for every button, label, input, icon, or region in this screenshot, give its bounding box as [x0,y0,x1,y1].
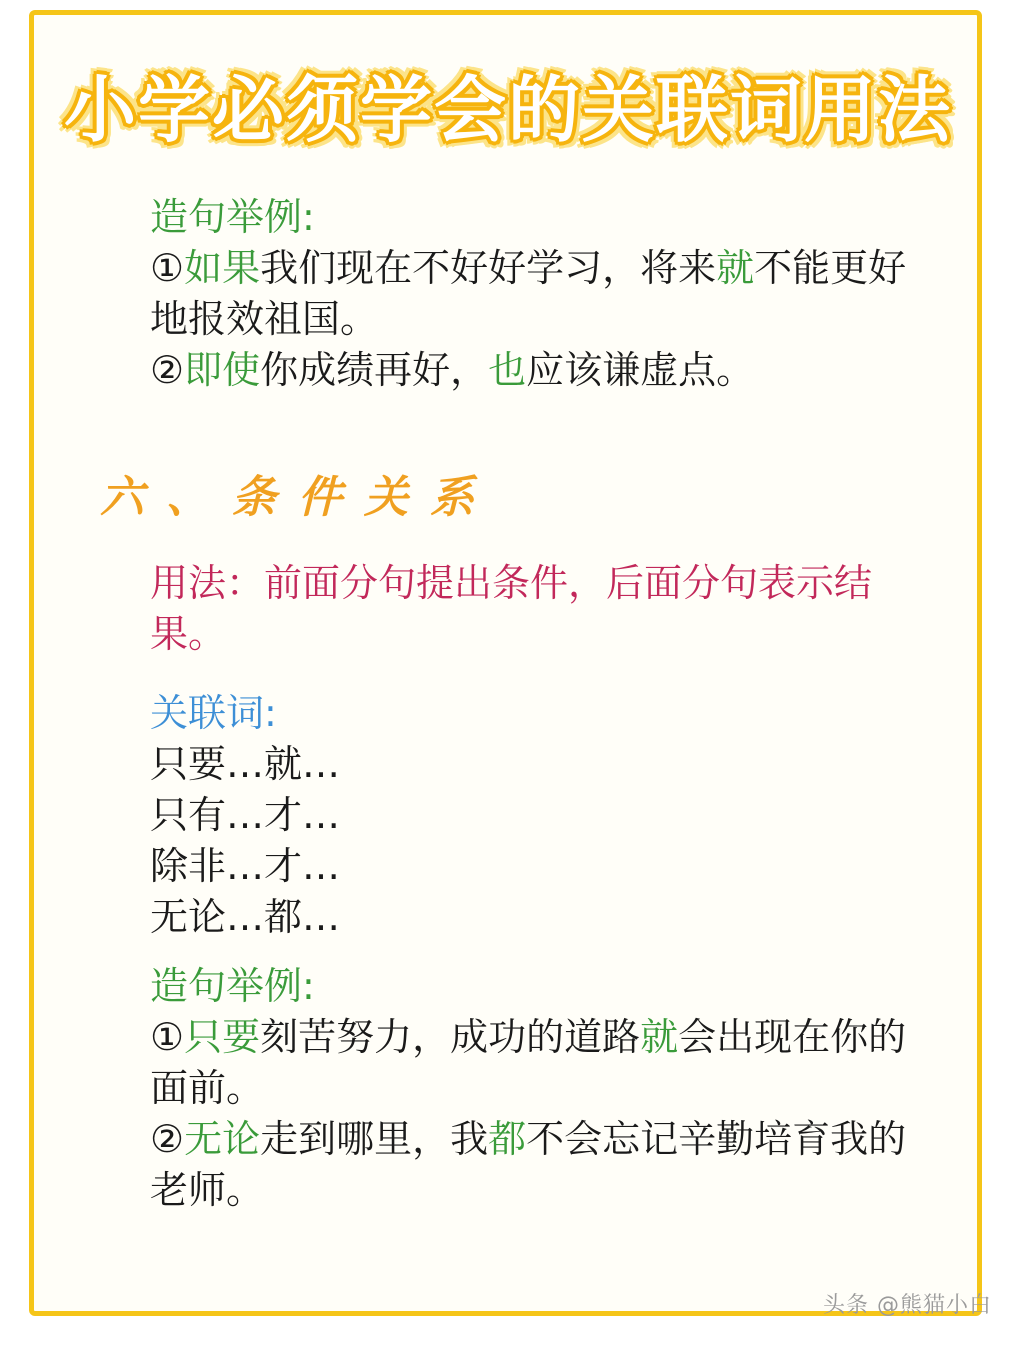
keywords-label: 关联词: [150,691,277,735]
example-sentence-2: ②即使你成绩再好，也应该谦虚点。 [150,348,755,392]
conjunction-word: 就 [640,1015,679,1059]
usage-text: 用法：前面分句提出条件，后面分句表示结果。 [150,561,873,656]
section-heading: 六、条件关系 [100,472,496,523]
page-title: 小学必须学会的关联词用法 [63,68,952,152]
watermark: 头条 @熊猫小白 [823,1293,992,1318]
conjunction-word: 只要 [184,1015,261,1059]
conjunction-word: 如果 [184,246,261,290]
conjunction-word: 无论 [184,1117,261,1161]
top-examples [150,192,940,396]
keyword-item: 只有…才… [150,793,341,837]
conjunction-word: 就 [716,246,755,290]
conjunction-word: 都 [488,1117,527,1161]
example-sentence-1: ①如果我们现在不好好学习，将来就不能更好地报效祖国。 [150,246,907,341]
keyword-item: 只要…就… [150,742,341,786]
conjunction-word: 也 [488,348,527,392]
condition-section [150,558,940,1216]
keyword-item: 除非…才… [150,844,341,888]
examples-label: 造句举例: [150,964,315,1008]
example-sentence-2: ②无论走到哪里，我都不会忘记辛勤培育我的老师。 [150,1117,907,1212]
example-sentence-1: ①只要刻苦努力，成功的道路就会出现在你的面前。 [150,1015,907,1110]
keyword-item: 无论…都… [150,895,341,939]
examples-label: 造句举例: [150,195,315,239]
conjunction-word: 即使 [184,348,261,392]
